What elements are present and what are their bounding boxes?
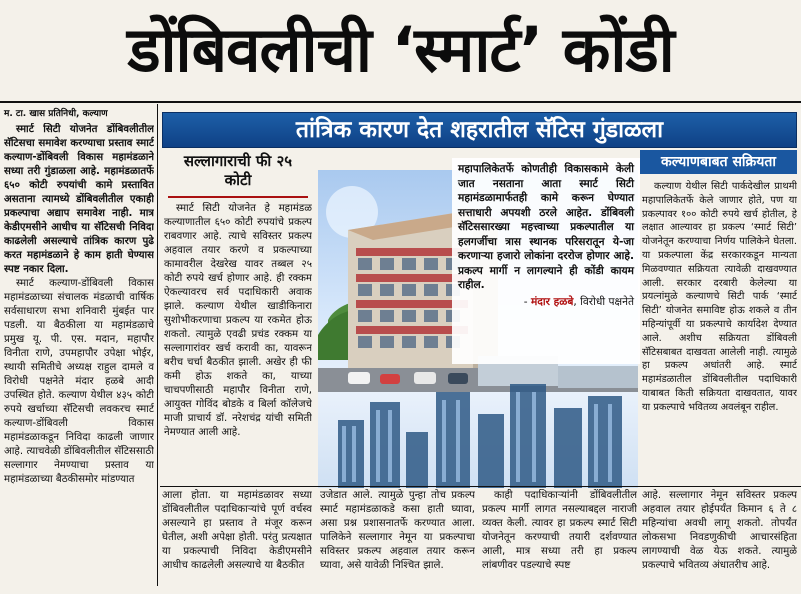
col2-tail: आला होता. या महामंडळावर सध्या डोंबिवलीतील पदाधिकाऱ्यांचे पूर्ण वर्चस्व असल्याने हा प्रस्ताव ते मंजूर करून घेतील, अशी अपेक्षा होती. परंतु प्रत्यक्षात या प्रकल्पाची निविदा केडीएमसीने आधीच काढलेली असल्याचे या बैठकीत <box>162 490 312 571</box>
bottom-section-rule <box>160 486 801 487</box>
quote-box <box>452 158 640 364</box>
col1-body: स्मार्ट कल्याण-डोंबिवली विकास महामंडळाच्या संचालक मंडळाची वार्षिक सर्वसाधारण सभा शनिवारी मुंबईत पार पडली. या बैठकीला या महामंडळाचे प्रमुख यू. पी. एस. मदान, महापौर विनीता राणे, उपमहापौर उपेक्षा भोईर, स्थायी समितीचे अध्यक्ष राहुल दामले व विरोधी पक्षनेते मंदार हळबे आदी उपस्थित होते. कल्याण येथील ४३५ कोटी रुपये खर्चाच्या सॅटिसची लवकरच स्मार्ट कल्याण-डोंबिवली विकास महामंडळाकडून निविदा काढली जाणार आहे. त्याचवेळी डोंबिवलीतील सॅटिससाठी सल्लागार नेमण्याचा प्रस्ताव या महामंडळाच्या बैठकीसमोर मांडण्यात <box>4 278 154 485</box>
col2-heading: सल्लागाराची फी २५ कोटी <box>183 152 293 189</box>
quote-source <box>458 295 634 310</box>
col3-tail: उजेडात आले. त्यामुळे पुन्हा तोच प्रकल्प स्मार्ट महामंडळाकडे कसा हाती घ्यावा, असा प्रश्न प्रशासनातर्फे करण्यात आला. पालिकेने सल्लागार नेमून या प्रकल्पाचा सविस्तर प्रकल्प अहवाल तयार करून घ्यावा, असे यावेळी निश्चित झाले. <box>320 490 475 571</box>
col4-tail: काही पदाधिकाऱ्यांनी डोंबिवलीतील प्रकल्प मार्गी लागत नसल्याबद्दल नाराजी व्यक्त केली. त्यावर हा प्रकल्प स्मार्ट सिटी योजनेतून करण्याची तयारी दर्शवण्यात आली, मात्र सध्या तरी हा प्रकल्प लांबणीवर पडल्याचे स्पष्ट <box>482 490 637 571</box>
col2-heading-rule <box>168 196 308 198</box>
col5-heading: कल्याणबाबत सक्रियता <box>640 150 797 174</box>
top-rule <box>0 101 801 103</box>
quote-dash: - <box>523 295 531 308</box>
banner-title: तांत्रिक कारण देत शहरातील सॅटिस गुंडाळला <box>295 117 664 143</box>
column-divider <box>157 104 158 586</box>
quote-source-role: , विरोधी पक्षनेते <box>573 295 634 308</box>
byline: म. टा. खास प्रतिनिधी, कल्याण <box>4 109 108 119</box>
col1-article <box>4 123 154 585</box>
col2-body: स्मार्ट सिटी योजनेत हे महामंडळ कल्याणातील ६५० कोटी रुपयांचे प्रकल्प राबवणार आहे. त्याचे सविस्तर प्रकल्प अहवाल तयार करणे व प्रकल्पाच्या कामावरील देखरेख यावर तब्बल २५ कोटी रुपये खर्च होणार आहे. ही रक्कम ऐकल्यावरच सर्व पदाधिकारी अवाक झाले. कल्याण येथील खाडीकिनारा सुशोभीकरणाचा प्रकल्प या रकमेत होऊ शकतो. त्यामुळे एवढी प्रचंड रक्कम या सल्लागारांवर खर्च करावी का, यावरून बरीच चर्चा बैठकीत झाली. अखेर ही फी कमी होऊ शकते का, याच्या चाचपणीसाठी महापौर विनीता राणे, आयुक्त गोविंद बोडके व बिर्ला कॉलेजचे माजी प्राचार्य डॉ. नरेशचंद्र यांची समिती नेमण्यात आली आहे. <box>164 203 312 438</box>
headline: डोंबिवलीची ‘स्मार्ट’ कोंडी <box>127 13 674 86</box>
banner <box>162 112 797 148</box>
quote-source-name: मंदार हळबे <box>530 295 574 308</box>
quote-text: महापालिकेतर्फे कोणतीही विकासकामे केली जात नसताना आता स्मार्ट सिटी महामंडळामार्फतही कामे करून घेण्यात सत्ताधारी अपयशी ठरले आहेत. डोंबिवली सॅटिससारख्या महत्त्वाच्या प्रकल्पातील या हलगर्जीचा त्रास स्थानक परिसरातून ये-जा करणाऱ्या हजारो लोकांना दररोज होणार आहे. प्रकल्प मार्गी न लागल्याने ही कोंडी कायम राहील. <box>458 163 634 291</box>
col1-lead: स्मार्ट सिटी योजनेत डोंबिवलीतील सॅटिसचा समावेश करण्याचा प्रस्ताव स्मार्ट कल्याण-डोंबिवली विकास महामंडळाने सध्या तरी गुंडाळला आहे. महामंडळातर्फे ६५० कोटी रुपयांची कामे प्रस्तावित असताना त्यामध्ये डोंबिवलीतील एकाही प्रकल्पाचा अद्याप समावेश नाही. मात्र केडीएमसीने आधीच या सॅटिसची निविदा काढलेली असल्याचे तांत्रिक कारण पुढे करत महामंडळाने हे काम हाती घेण्यास स्पष्ट नकार दिला. <box>4 124 154 275</box>
col5-tail: आहे. सल्लागार नेमून सविस्तर प्रकल्प अहवाल तयार होईपर्यंत किमान ६ ते ८ महिन्यांचा अवधी लागू शकतो. तोपर्यंत लोकसभा निवडणुकीची आचारसंहिता लागण्याची वेळ येऊ शकते. त्यामुळे प्रकल्पाचे भवितव्य अंधातरीच आहे. <box>642 490 797 571</box>
col5-body: कल्याण येथील सिटी पार्कदेखील प्राथमी महापालिकेतर्फे केले जाणार होते, पण या प्रकल्पावर १०० कोटी रुपये खर्च होतील, हे लक्षात आल्यावर हा प्रकल्प ‘स्मार्ट सिटी’ योजनेतून करण्याचा निर्णय पालिकेने घेतला. या प्रकल्पाला केंद्र सरकारकडून मान्यता मिळवण्यात सक्रियता त्यावेळी दाखवण्यात आली. सरकार दरबारी केलेल्या या प्रयत्नांमुळे कल्याणचे सिटी पार्क ‘स्मार्ट सिटी’ योजनेत समाविष्ट होऊ शकले व तीन महिन्यांपूर्वी या प्रकल्पाचे कार्यादेश देण्यात आले. अशीच सक्रियता डोंबिवली सॅटिसबाबत दाखवता आलेली नाही. त्यामुळे हा प्रकल्प अधांतरी आहे. स्मार्ट महामंडळातील डोंबिवलीतील पदाधिकारी याबाबत किती सक्रियता दाखवतात, यावर या प्रकल्पाचे भवितव्य अवलंबून राहील. <box>642 181 797 413</box>
